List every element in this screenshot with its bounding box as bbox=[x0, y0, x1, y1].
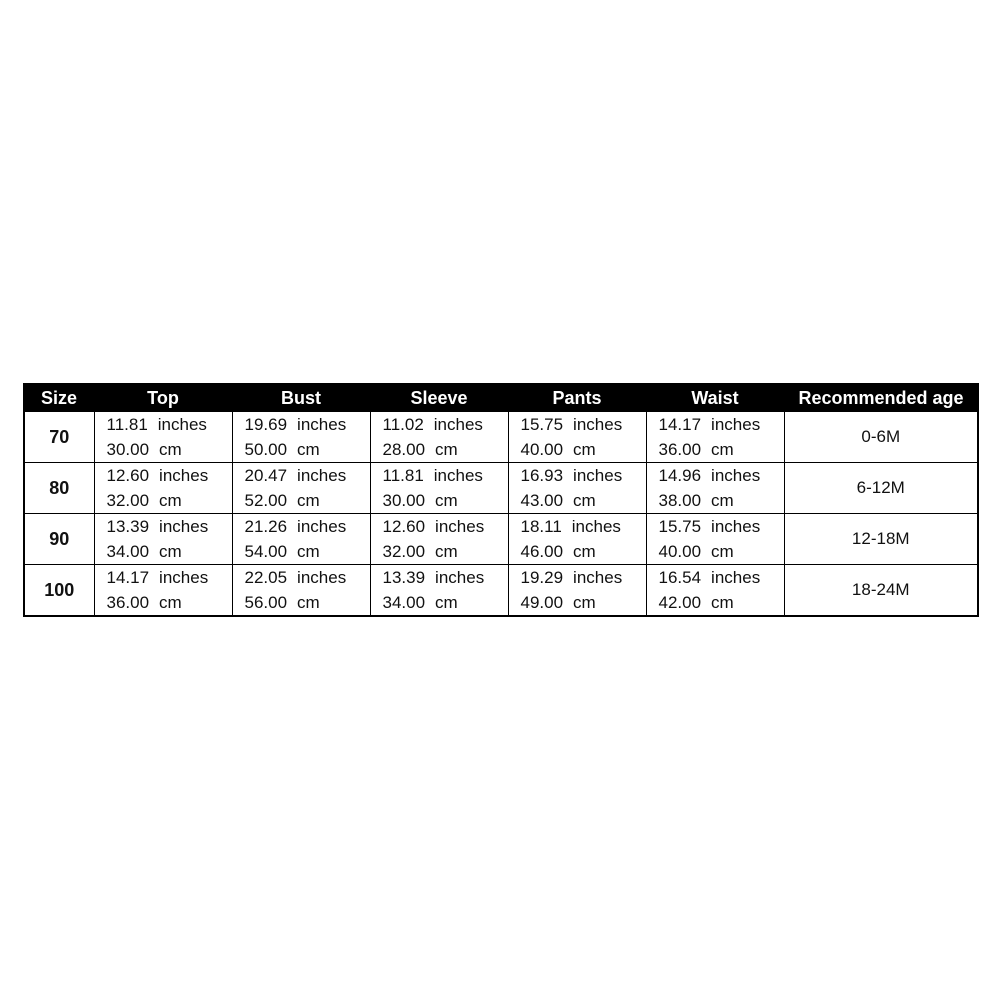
inches-unit: inches bbox=[297, 568, 347, 587]
cm-unit: cm bbox=[159, 491, 182, 510]
inches-unit: inches bbox=[435, 568, 485, 587]
inches-value: 18.11 bbox=[520, 517, 562, 536]
inches-value: 14.96 bbox=[658, 466, 702, 485]
inches-value: 19.69 bbox=[244, 415, 288, 434]
inches-value: 13.39 bbox=[106, 517, 150, 536]
table-row bbox=[24, 463, 978, 514]
top-cell bbox=[94, 565, 232, 617]
cm-value: 34.00 bbox=[382, 593, 426, 612]
waist-cell bbox=[646, 514, 784, 565]
recommended-age-cell: 6-12M bbox=[784, 463, 978, 514]
cm-value: 36.00 bbox=[658, 440, 702, 459]
inches-value: 14.17 bbox=[658, 415, 702, 434]
cm-unit: cm bbox=[573, 542, 596, 561]
inches-value: 15.75 bbox=[520, 415, 564, 434]
cm-line bbox=[521, 539, 646, 564]
cm-line bbox=[521, 437, 646, 462]
inches-line bbox=[245, 565, 370, 590]
bust-cell bbox=[232, 514, 370, 565]
inches-value: 22.05 bbox=[244, 568, 288, 587]
cm-unit: cm bbox=[711, 491, 734, 510]
cm-unit: cm bbox=[573, 593, 596, 612]
size-chart-table bbox=[23, 383, 979, 617]
header-top: Top bbox=[94, 384, 232, 412]
header-row bbox=[24, 384, 978, 412]
cm-line bbox=[383, 437, 508, 462]
inches-line bbox=[245, 412, 370, 437]
bust-cell bbox=[232, 412, 370, 463]
inches-value: 12.60 bbox=[382, 517, 426, 536]
bust-cell bbox=[232, 463, 370, 514]
top-cell bbox=[94, 514, 232, 565]
cm-value: 40.00 bbox=[658, 542, 702, 561]
cm-line bbox=[245, 488, 370, 513]
inches-line bbox=[383, 412, 508, 437]
cm-value: 32.00 bbox=[382, 542, 426, 561]
cm-value: 46.00 bbox=[520, 542, 564, 561]
cm-value: 56.00 bbox=[244, 593, 288, 612]
sleeve-cell bbox=[370, 412, 508, 463]
header-waist: Waist bbox=[646, 384, 784, 412]
cm-value: 43.00 bbox=[520, 491, 564, 510]
inches-line bbox=[521, 412, 646, 437]
cm-value: 36.00 bbox=[106, 593, 150, 612]
inches-unit: inches bbox=[435, 517, 485, 536]
cm-line bbox=[107, 590, 232, 615]
sleeve-cell bbox=[370, 514, 508, 565]
inches-value: 16.93 bbox=[520, 466, 564, 485]
inches-value: 19.29 bbox=[520, 568, 564, 587]
inches-unit: inches bbox=[159, 466, 209, 485]
top-cell bbox=[94, 463, 232, 514]
inches-unit: inches bbox=[157, 415, 207, 434]
inches-unit: inches bbox=[433, 466, 483, 485]
cm-value: 30.00 bbox=[382, 491, 426, 510]
cm-value: 52.00 bbox=[244, 491, 288, 510]
cm-line bbox=[383, 590, 508, 615]
recommended-age-cell: 12-18M bbox=[784, 514, 978, 565]
cm-value: 54.00 bbox=[244, 542, 288, 561]
inches-line bbox=[107, 565, 232, 590]
waist-cell bbox=[646, 463, 784, 514]
inches-unit: inches bbox=[573, 415, 623, 434]
inches-line bbox=[659, 565, 784, 590]
top-cell bbox=[94, 412, 232, 463]
cm-value: 50.00 bbox=[244, 440, 288, 459]
cm-value: 34.00 bbox=[106, 542, 150, 561]
cm-line bbox=[107, 437, 232, 462]
cm-value: 40.00 bbox=[520, 440, 564, 459]
cm-unit: cm bbox=[435, 542, 458, 561]
cm-unit: cm bbox=[159, 440, 182, 459]
cm-value: 38.00 bbox=[658, 491, 702, 510]
inches-value: 11.81 bbox=[382, 466, 424, 485]
cm-unit: cm bbox=[435, 491, 458, 510]
cm-line bbox=[659, 437, 784, 462]
inches-unit: inches bbox=[159, 517, 209, 536]
header-size: Size bbox=[24, 384, 94, 412]
cm-line bbox=[383, 488, 508, 513]
cm-line bbox=[521, 590, 646, 615]
cm-line bbox=[107, 539, 232, 564]
cm-line bbox=[659, 590, 784, 615]
inches-unit: inches bbox=[573, 466, 623, 485]
inches-value: 11.02 bbox=[382, 415, 424, 434]
cm-unit: cm bbox=[711, 593, 734, 612]
cm-value: 28.00 bbox=[382, 440, 426, 459]
header-pants: Pants bbox=[508, 384, 646, 412]
sleeve-cell bbox=[370, 565, 508, 617]
waist-cell bbox=[646, 412, 784, 463]
pants-cell bbox=[508, 412, 646, 463]
table-row bbox=[24, 514, 978, 565]
cm-line bbox=[659, 539, 784, 564]
size-cell: 80 bbox=[24, 463, 94, 514]
inches-line bbox=[383, 565, 508, 590]
cm-value: 32.00 bbox=[106, 491, 150, 510]
inches-unit: inches bbox=[159, 568, 209, 587]
size-cell: 100 bbox=[24, 565, 94, 617]
recommended-age-cell: 18-24M bbox=[784, 565, 978, 617]
inches-line bbox=[245, 514, 370, 539]
cm-unit: cm bbox=[435, 593, 458, 612]
cm-line bbox=[245, 437, 370, 462]
cm-unit: cm bbox=[435, 440, 458, 459]
header-sleeve: Sleeve bbox=[370, 384, 508, 412]
header-bust: Bust bbox=[232, 384, 370, 412]
cm-line bbox=[245, 590, 370, 615]
inches-value: 12.60 bbox=[106, 466, 150, 485]
cm-line bbox=[521, 488, 646, 513]
inches-unit: inches bbox=[711, 517, 761, 536]
cm-unit: cm bbox=[297, 491, 320, 510]
cm-value: 42.00 bbox=[658, 593, 702, 612]
pants-cell bbox=[508, 514, 646, 565]
inches-unit: inches bbox=[711, 466, 761, 485]
inches-value: 20.47 bbox=[244, 466, 288, 485]
inches-line bbox=[521, 514, 646, 539]
table-body bbox=[24, 412, 978, 617]
inches-line bbox=[107, 514, 232, 539]
inches-unit: inches bbox=[711, 415, 761, 434]
cm-line bbox=[245, 539, 370, 564]
inches-line bbox=[659, 514, 784, 539]
cm-unit: cm bbox=[159, 593, 182, 612]
size-cell: 70 bbox=[24, 412, 94, 463]
cm-unit: cm bbox=[159, 542, 182, 561]
inches-value: 16.54 bbox=[658, 568, 702, 587]
inches-line bbox=[383, 514, 508, 539]
inches-value: 11.81 bbox=[106, 415, 148, 434]
inches-line bbox=[245, 463, 370, 488]
inches-line bbox=[521, 463, 646, 488]
inches-unit: inches bbox=[433, 415, 483, 434]
inches-unit: inches bbox=[573, 568, 623, 587]
cm-unit: cm bbox=[297, 440, 320, 459]
cm-value: 30.00 bbox=[106, 440, 150, 459]
table-row bbox=[24, 565, 978, 617]
cm-value: 49.00 bbox=[520, 593, 564, 612]
inches-line bbox=[659, 412, 784, 437]
cm-unit: cm bbox=[573, 440, 596, 459]
inches-unit: inches bbox=[711, 568, 761, 587]
inches-value: 15.75 bbox=[658, 517, 702, 536]
inches-value: 21.26 bbox=[244, 517, 288, 536]
cm-unit: cm bbox=[573, 491, 596, 510]
bust-cell bbox=[232, 565, 370, 617]
cm-line bbox=[107, 488, 232, 513]
cm-unit: cm bbox=[711, 440, 734, 459]
inches-unit: inches bbox=[297, 517, 347, 536]
inches-line bbox=[383, 463, 508, 488]
inches-unit: inches bbox=[571, 517, 621, 536]
inches-value: 13.39 bbox=[382, 568, 426, 587]
inches-value: 14.17 bbox=[106, 568, 150, 587]
waist-cell bbox=[646, 565, 784, 617]
inches-line bbox=[521, 565, 646, 590]
header-recommended-age: Recommended age bbox=[784, 384, 978, 412]
sleeve-cell bbox=[370, 463, 508, 514]
table-row bbox=[24, 412, 978, 463]
recommended-age-cell: 0-6M bbox=[784, 412, 978, 463]
cm-unit: cm bbox=[711, 542, 734, 561]
inches-unit: inches bbox=[297, 415, 347, 434]
inches-line bbox=[659, 463, 784, 488]
cm-line bbox=[383, 539, 508, 564]
cm-unit: cm bbox=[297, 593, 320, 612]
size-cell: 90 bbox=[24, 514, 94, 565]
inches-line bbox=[107, 463, 232, 488]
pants-cell bbox=[508, 565, 646, 617]
cm-line bbox=[659, 488, 784, 513]
pants-cell bbox=[508, 463, 646, 514]
inches-unit: inches bbox=[297, 466, 347, 485]
cm-unit: cm bbox=[297, 542, 320, 561]
inches-line bbox=[107, 412, 232, 437]
